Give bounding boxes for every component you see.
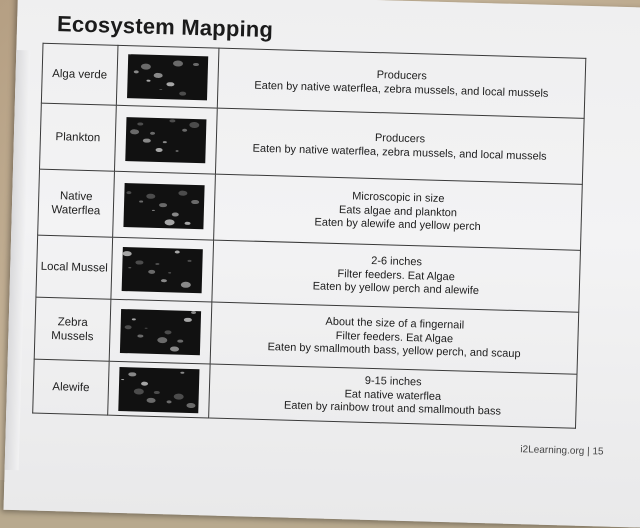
description-line: About the size of a fingernail [325,315,465,332]
page-title: Ecosystem Mapping [56,11,274,43]
description-line: Eaten by smallmouth bass, yellow perch, and scaup [267,341,521,361]
description-line: 9-15 inches [364,375,422,389]
description-line: Producers [376,69,427,83]
description-line: Filter feeders. Eat Algae [337,267,456,284]
description-line: Eaten by alewife and yellow perch [314,216,481,234]
waterflea-photo [123,183,204,229]
plankton-photo [125,117,206,163]
description-line: Eaten by native waterflea, zebra mussels, and local mussels [254,79,549,100]
description-line: Eat native waterflea [344,388,442,403]
organism-image-cell [114,105,217,174]
page-footer: i2Learning.org | 15 [520,444,604,458]
description-line: Microscopic in size [352,190,445,206]
description-line: Eats algae and plankton [338,203,458,220]
alewife-photo [118,366,199,412]
description-line: Eaten by yellow perch and alewife [312,280,480,298]
organism-description [210,302,579,374]
organism-name: Plankton [40,103,117,171]
organism-image-cell [111,237,214,302]
organism-description [212,240,581,312]
organism-name: Alewife [33,359,109,415]
organism-name: Alga verde [41,43,118,105]
organism-name: Native Waterflea [38,169,115,237]
description-line: 2-6 inches [371,255,423,269]
organism-image-cell [109,299,212,364]
organism-image-cell [113,171,216,240]
algae-photo [127,54,208,100]
worksheet-page [3,0,640,528]
organism-description [217,48,586,118]
organism-image-cell [108,361,210,418]
description-line: Filter feeders. Eat Algae [335,329,454,346]
organism-description [215,108,584,184]
organism-name: Zebra Mussels [34,297,111,361]
zebra-mussel-photo [120,309,201,355]
organism-description [209,364,577,428]
description-line: Producers [374,132,426,146]
ecosystem-table [32,43,586,429]
mussel-photo [122,247,203,293]
organism-image-cell [116,45,219,108]
description-line: Eaten by native waterflea, zebra mussels, and local mussels [252,142,547,163]
organism-name: Local Mussel [36,235,113,299]
description-line: Eaten by rainbow trout and smallmouth bass [283,399,502,418]
organism-description [214,174,583,250]
